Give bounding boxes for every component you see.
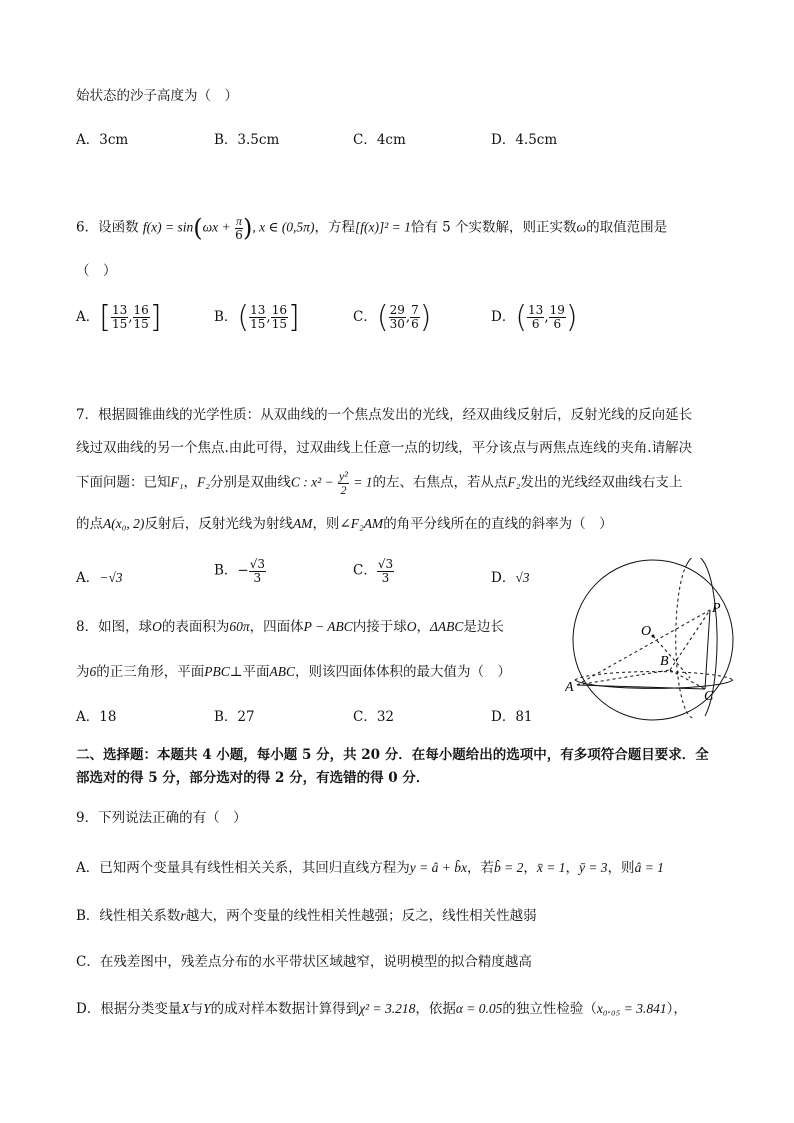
q6-opt-frac-1 <box>249 304 266 330</box>
q9-d-chi: χ² = 3.218 <box>359 1001 416 1016</box>
q6-option-d <box>491 300 578 335</box>
q8-l1c: ，四面体 <box>249 619 304 635</box>
q7-l3b: ， <box>183 474 197 491</box>
q8-option-a: A．18 <box>76 709 117 725</box>
q9-d5: 的独立性检验（ <box>502 1001 597 1017</box>
q7-point-a: A(x₀, 2) <box>103 516 145 531</box>
q9-d-x: X <box>181 1001 190 1016</box>
q6-opt-frac-1 <box>111 304 128 330</box>
q8-l2a: 为 <box>76 664 90 680</box>
q7-l4d: 的角平分线所在的直线的斜率为（ ） <box>383 516 613 532</box>
q6-opt-n2: 19 <box>549 303 565 318</box>
q8-six: 6 <box>89 664 97 679</box>
q7-angle: ∠F₂AM <box>339 516 384 531</box>
sphere-tetrahedron-figure <box>565 558 745 726</box>
q6-opt-d2: 15 <box>271 317 287 331</box>
q9-stem: 9．下列说法正确的有（ ） <box>76 810 247 826</box>
q7-hyp-den: 2 <box>340 482 347 497</box>
q6-opt-n1: 13 <box>111 303 128 318</box>
q8-o2: O <box>406 619 417 634</box>
q8-l2c: 平面 <box>242 664 270 680</box>
q8-l1e: ， <box>416 619 430 635</box>
q7-c-num: √3 <box>377 557 394 571</box>
q9-d6: ）， <box>666 1001 687 1017</box>
q6-opt-d2: 6 <box>411 317 419 331</box>
q8-l1f: 是边长 <box>463 619 504 635</box>
q9-a1: A．已知两个变量具有线性相关关系，其回归直线方程为 <box>76 860 410 876</box>
q7-l3c: 分别是双曲线 <box>209 474 291 491</box>
q7-f2: F₂ <box>196 474 210 490</box>
section-2-header-line-1: 二、选择题：本题共 4 小题，每小题 5 分，共 20 分．在每小题给出的选项中，有多项符合题目要求．全 <box>76 747 709 763</box>
q6-inner: ωx + <box>202 219 231 235</box>
q7-l3e: 发出的光线经双曲线右支上 <box>520 474 683 491</box>
q9-d-alpha: α = 0.05 <box>455 1001 503 1016</box>
q5-option-c: C．4cm <box>353 132 406 148</box>
q6-opt-label: A． <box>76 309 100 325</box>
q9-d1: D．根据分类变量 <box>76 1001 182 1017</box>
label-a: A <box>565 680 574 695</box>
q6-opt-left-bracket: ( <box>515 300 528 335</box>
q6-pi-over-six <box>235 215 243 241</box>
q8-tetrahedron: P − ABC <box>303 619 353 634</box>
q9-d2: 与 <box>189 1001 204 1017</box>
q6-opt-frac-2 <box>133 304 150 330</box>
q6-opt-comma: , <box>266 309 271 325</box>
q6-opt-label: B． <box>214 309 238 325</box>
q5-option-d: D．4.5cm <box>491 132 558 148</box>
q7-option-a <box>76 566 123 586</box>
q9-option-b <box>76 904 537 924</box>
q7-b-minus: − <box>237 562 249 579</box>
q6-opt-n1: 29 <box>389 303 405 318</box>
q6-six: 6 <box>235 227 243 242</box>
q6-opt-left-bracket: ( <box>237 300 250 335</box>
q7-line-1: 7．根据圆锥曲线的光学性质：从双曲线的一个焦点发出的光线，经双曲线反射后，反射光线的反向延长 <box>76 407 693 423</box>
q6-opt-d2: 15 <box>133 317 149 331</box>
q5-option-b: B．3.5cm <box>214 132 280 148</box>
q7-b-frac <box>249 558 266 584</box>
q6-opt-n1: 13 <box>528 303 544 318</box>
q6-opt-n2: 16 <box>271 303 287 318</box>
q7-d-value: √3 <box>515 570 530 585</box>
label-p: P <box>712 601 721 616</box>
q7-c-frac <box>377 558 394 584</box>
q8-l2b: 的正三角形，平面 <box>96 664 205 680</box>
q7-b-num: √3 <box>249 557 266 571</box>
q6-opt-d2: 6 <box>553 317 562 331</box>
q7-d-label: D． <box>491 570 516 586</box>
question-5-stem-end: 始状态的沙子高度为（ ） <box>76 88 238 104</box>
q6-function: f(x) = sin <box>142 219 194 235</box>
q6-opt-left-bracket: ( <box>376 300 389 335</box>
q6-eq-text: ，方程 <box>314 219 355 236</box>
q7-line-4 <box>76 512 613 532</box>
q6-opt-d1: 15 <box>111 317 128 331</box>
q7-a-value: −√3 <box>99 570 123 585</box>
q6-opt-d1: 30 <box>389 317 405 331</box>
q6-opt-n1: 13 <box>250 303 266 318</box>
q7-a-label: A． <box>76 570 100 586</box>
q8-pbc: PBC <box>204 664 230 679</box>
q6-option-c <box>353 300 432 335</box>
q8-line-1 <box>76 615 504 635</box>
q6-prefix: 6．设函数 <box>76 219 139 236</box>
q8-l1a: 8．如图，球 <box>76 619 153 635</box>
edge-cp <box>705 610 710 689</box>
edge-ap <box>577 610 710 685</box>
q7-b-label: B． <box>214 562 238 579</box>
q9-a-x: x̄ = 1 <box>536 860 566 875</box>
q6-opt-comma: , <box>544 309 549 325</box>
q7-f1: F₁ <box>170 474 184 490</box>
q6-opt-left-bracket: [ <box>99 300 111 335</box>
q7-option-d <box>491 566 530 586</box>
label-b: B <box>660 654 669 669</box>
q7-am: AM <box>292 516 313 531</box>
q8-area: 60π <box>229 619 250 634</box>
q9-a4: ， <box>565 860 579 876</box>
q9-a5: ，则 <box>607 860 635 876</box>
q8-line-2 <box>76 660 511 680</box>
q6-opt-right-bracket: ) <box>419 300 432 335</box>
q6-answer-paren: （ ） <box>76 263 117 279</box>
q6-opt-n2: 16 <box>133 303 149 318</box>
meridian-back <box>676 564 695 718</box>
q9-b-r: r <box>180 908 186 923</box>
q8-l1b: 的表面积为 <box>161 619 230 635</box>
q8-o: O <box>152 619 162 634</box>
q9-b1: B．线性相关系数 <box>76 908 181 924</box>
q8-option-c: C．32 <box>353 709 395 725</box>
q9-option-a <box>76 856 664 876</box>
q6-opt-label: C． <box>353 309 377 325</box>
q6-opt-comma: , <box>128 309 133 325</box>
q7-option-b <box>214 558 266 584</box>
label-o: O <box>641 624 652 639</box>
q6-opt-d1: 15 <box>250 317 266 331</box>
q7-l3d: 的左、右焦点，若从点 <box>372 474 508 491</box>
q6-opt-n2: 7 <box>411 303 419 318</box>
q6-close-paren: ) <box>242 214 253 242</box>
q7-option-c <box>353 558 394 584</box>
q9-option-d <box>76 997 687 1017</box>
q7-hyperbola-a: C : x² − <box>290 474 334 490</box>
q6-opt-frac-1 <box>389 304 406 330</box>
q9-d-y: Y <box>203 1001 211 1016</box>
q9-a3: ， <box>523 860 537 876</box>
q6-opt-comma: , <box>405 309 411 325</box>
q7-l4a: 的点 <box>76 516 103 532</box>
q9-a-eq: y = â + b̂x <box>409 860 467 875</box>
q7-c-label: C． <box>353 562 377 579</box>
q9-a-b: b̂ = 2 <box>493 860 524 875</box>
q6-opt-right-bracket: ) <box>565 300 578 335</box>
q9-option-c: C．在残差图中，残差点分布的水平带状区域越窄，说明模型的拟合精度越高 <box>76 954 532 970</box>
q6-open-paren: ( <box>193 214 203 242</box>
q7-l3a: 下面问题：已知 <box>76 474 171 491</box>
q8-option-d: D．81 <box>491 709 533 725</box>
q6-opt-right-bracket: ] <box>149 300 162 335</box>
section-2-header-line-2: 部选对的得 5 分，部分选对的得 2 分，有选错的得 0 分． <box>76 770 430 786</box>
q6-opt-frac-2 <box>410 304 420 330</box>
question-6-stem <box>76 214 667 242</box>
q7-hyp-num: y² <box>338 469 348 483</box>
q6-rest2: 的取值范围是 <box>586 219 668 236</box>
q6-pi: π <box>235 213 242 228</box>
q6-rest: 恰有 5 个实数解，则正实数 <box>410 219 577 236</box>
q9-d4: ，依据 <box>415 1001 456 1017</box>
q6-opt-right-bracket: ] <box>288 300 300 335</box>
q8-perp: ⊥ <box>229 664 243 680</box>
q8-l2d: ，则该四面体体积的最大值为（ ） <box>294 664 511 680</box>
q8-l1d: 内接于球 <box>352 619 407 635</box>
q7-l4c: ，则 <box>312 516 340 532</box>
q8-abc: ABC <box>269 664 295 679</box>
q6-opt-frac-2 <box>271 304 288 330</box>
q7-hyperbola-b: = 1 <box>353 474 373 490</box>
q9-a-y: ȳ = 3 <box>578 860 608 875</box>
q9-b2: 越大，两个变量的线性相关性越强；反之，线性相关性越弱 <box>185 908 537 924</box>
q8-triangle: ΔABC <box>429 619 464 634</box>
q7-b-den: 3 <box>253 570 262 585</box>
q7-f2b: F₂ <box>507 474 521 490</box>
q7-hyperbola-frac <box>338 470 349 496</box>
q7-l4b: 反射后，反射光线为射线 <box>144 516 293 532</box>
q7-line-3 <box>76 470 682 496</box>
q6-opt-d1: 6 <box>531 317 540 331</box>
q6-opt-frac-2 <box>549 304 566 330</box>
q6-equation: [f(x)]² = 1 <box>354 219 411 235</box>
q5-option-a: A．3cm <box>76 132 129 148</box>
q7-c-den: 3 <box>381 570 390 585</box>
q6-domain: , x ∈ (0,5π) <box>252 219 315 235</box>
q6-option-a <box>76 300 162 335</box>
q9-a2: ，若 <box>466 860 494 876</box>
q9-a-res: â = 1 <box>634 860 664 875</box>
q8-option-b: B．27 <box>214 709 255 725</box>
label-c: C <box>704 689 714 704</box>
q9-d-crit: x₀.₀₅ = 3.841 <box>596 1001 667 1016</box>
q6-option-b <box>214 300 300 335</box>
q7-line-2: 线过双曲线的另一个焦点.由此可得，过双曲线上任意一点的切线，平分该点与两焦点连线的夹角.请解决 <box>76 440 693 456</box>
q6-omega: ω <box>576 219 587 235</box>
q9-d3: 的成对样本数据计算得到 <box>210 1001 360 1017</box>
q6-opt-frac-1 <box>527 304 544 330</box>
q6-opt-label: D． <box>491 309 516 325</box>
